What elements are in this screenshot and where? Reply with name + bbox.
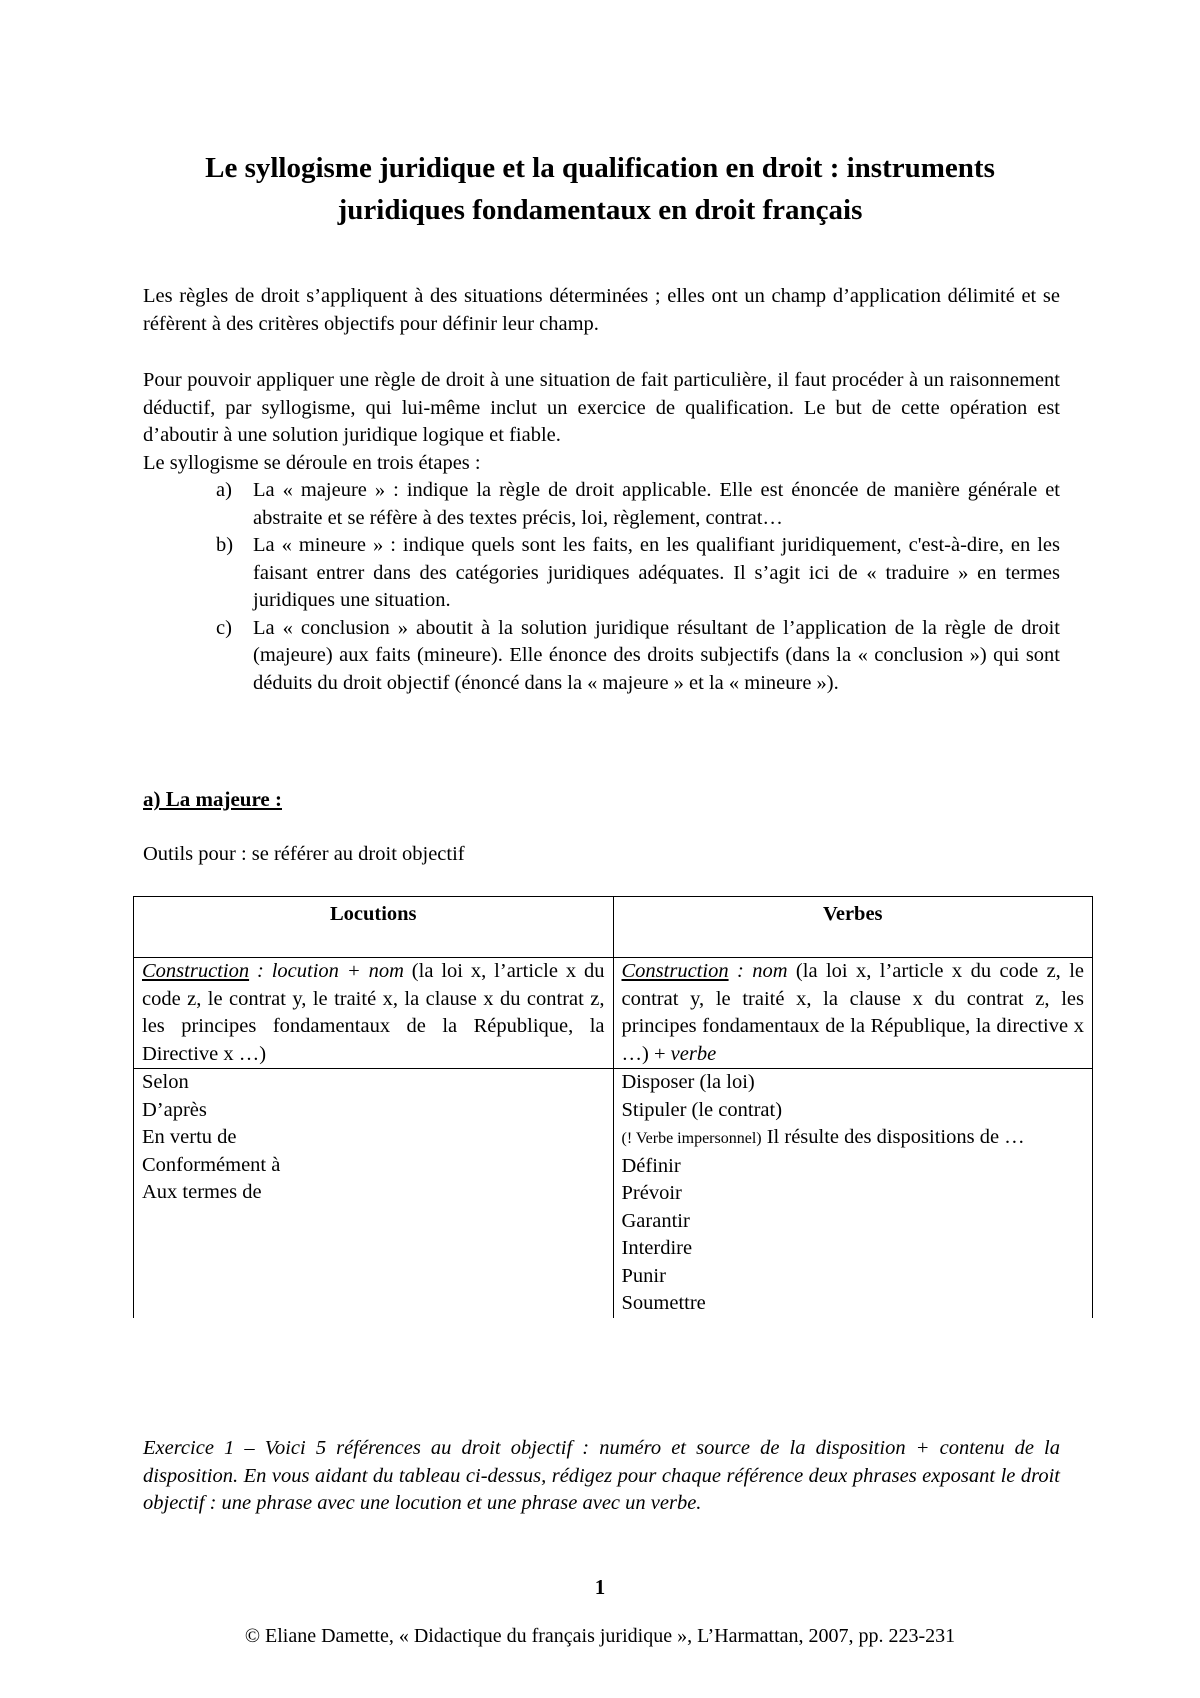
verbe-item: Prévoir [621,1182,682,1204]
step-marker: a) [216,479,232,501]
construction-formula: nom [752,960,788,982]
verbe-item: Interdire [621,1237,693,1259]
locutions-list-cell [134,1069,614,1318]
verbes-list-cell [613,1069,1093,1318]
verbe-note: (! Verbe impersonnel) [621,1130,762,1147]
syllogism-section [143,367,1060,697]
title-line-1: Le syllogisme juridique et la qualification en droit : instruments [205,152,995,184]
locution-item: D’après [142,1098,207,1121]
construction-locutions-cell [134,958,614,1069]
locutions-verbes-table [133,896,1093,1318]
construction-rest: (la loi x, l’article x du code z, le contrat y, le traité x, la clause x du contrat z, les principes fondamentaux de la République, la directive x …) + [621,960,1084,1065]
verbe-item: Soumettre [621,1292,706,1314]
verbe-impersonnel [622,1124,1085,1153]
header-verbes: Verbes [613,897,1093,958]
document-title [140,147,1060,231]
verbe-item: Disposer (la loi) [621,1071,755,1093]
construction-label: Construction [142,960,250,982]
construction-rest: (la loi x, l’article x du code z, le contrat y, le traité x, la clause x du contrat z, les principes fondamentaux de la République, la Directive x …) [142,960,605,1065]
exercise-paragraph: Exercice 1 – Voici 5 références au droit objectif : numéro et source de la disposition + contenu de la disposition. En vous aidant du tableau ci-dessus, rédigez pour chaque référence deux phrases exposant le droit objectif : une phrase avec une locution et une phrase avec un verbe. [143,1437,1060,1514]
locution-item: Selon [142,1071,189,1093]
step-text: La « majeure » : indique la règle de droit applicable. Elle est énoncée de manière générale et abstraite et se réfère à des textes précis, loi, règlement, contrat… [253,479,1060,529]
step-text: La « conclusion » aboutit à la solution juridique résultant de l’application de la règle de droit (majeure) aux faits (mineure). Elle énonce des droits subjectifs (dans la « conclusion ») qui sont déduits du droit objectif (énoncé dans la « majeure » et la « mineure »). [253,616,1060,694]
table-header-row [134,897,1093,958]
list-item [143,532,1060,615]
construction-verbes-cell [613,958,1093,1069]
step-text: La « mineure » : indique quels sont les faits, en les qualifiant juridiquement, c'est-à-dire, en les faisant entrer dans des catégories juridiques adéquates. Il s’agit ici de « traduire » en termes juridiques une situation. [253,534,1060,611]
verbe-item: Garantir [621,1209,690,1232]
locution-item: En vertu de [142,1126,237,1148]
construction-sep: : [728,960,753,982]
verbe-item: Définir [621,1154,681,1177]
list-item [143,615,1060,698]
procedure-paragraph: Pour pouvoir appliquer une règle de droit à une situation de fait particulière, il faut procéder à un raisonnement déductif, par syllogisme, qui lui-même inclut un exercice de qualification. Le but de cette opération est d’aboutir à une solution juridique logique et fiable. [143,369,1060,446]
title-line-2: juridiques fondamentaux en droit français [337,194,863,226]
construction-label: Construction [621,960,729,982]
steps-intro: Le syllogisme se déroule en trois étapes : [143,451,481,474]
page-number: 1 [594,1575,606,1599]
header-locutions: Locutions [134,897,614,958]
verbe-note-rest: Il résulte des dispositions de … [761,1126,1025,1148]
list-item [143,477,1060,532]
construction-sep: : [249,960,272,982]
verbe-item: Punir [621,1264,666,1287]
verbe-item: Stipuler (le contrat) [621,1098,783,1121]
tools-line: Outils pour : se référer au droit objectif [143,843,465,865]
intro-paragraph: Les règles de droit s’appliquent à des situations déterminées ; elles ont un champ d’application délimité et se réfèrent à des critères objectifs pour définir leur champ. [143,285,1060,335]
section-heading: a) La majeure : [143,787,282,811]
steps-list [143,477,1060,697]
locution-item: Conformément à [142,1153,281,1176]
table-row [134,1069,1093,1318]
table-row [134,958,1093,1069]
locution-item: Aux termes de [142,1181,262,1203]
step-marker: b) [216,534,234,556]
construction-formula: locution + nom [271,960,404,982]
footer-citation: © Eliane Damette, « Didactique du français juridique », L’Harmattan, 2007, pp. 223-231 [244,1625,956,1647]
construction-verb: verbe [670,1042,717,1065]
step-marker: c) [216,616,232,639]
